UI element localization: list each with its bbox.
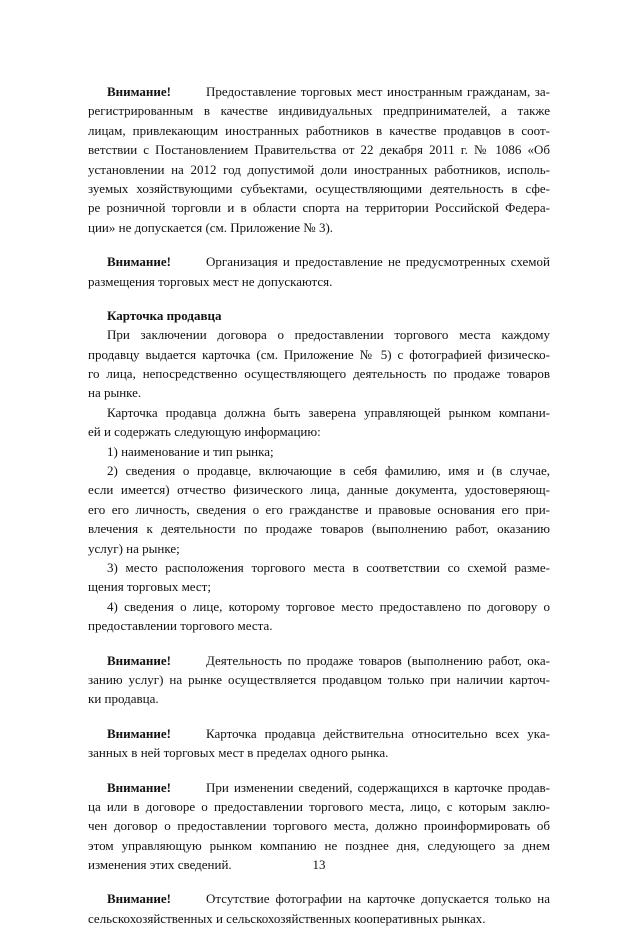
text-span: Деятельность по продаже товаров (выполнению работ, ока- xyxy=(206,652,550,668)
page-number: 13 xyxy=(312,857,326,872)
text-span: Отсутствие фотографии на карточке допускается только на xyxy=(206,891,550,907)
text-line xyxy=(88,778,550,797)
text-line: занных в ней торговых мест в пределах одного рынка. xyxy=(88,745,389,761)
section-heading: Карточка продавца xyxy=(107,307,222,323)
text-line: чен договор о предоставлении торгового места, должно проинформировать об xyxy=(88,818,550,834)
text-line xyxy=(88,724,550,743)
text-line: занию услуг) на рынке осуществляется продавцом только при наличии карточ- xyxy=(88,671,550,687)
text-line: услуг) на рынке; xyxy=(88,540,180,556)
text-line: ки продавца. xyxy=(88,691,159,707)
paragraph-gap xyxy=(88,874,550,889)
text-line: влечения к деятельности по продаже товаров (выполнению работ, оказанию xyxy=(88,521,550,537)
text-line xyxy=(88,82,550,101)
paragraph-gap xyxy=(88,763,550,778)
text-line: ца или в договоре о предоставлении торгового места, лицо, с которым заклю- xyxy=(88,798,550,814)
attention-paragraph xyxy=(88,724,550,763)
attention-label: Внимание! xyxy=(107,84,171,99)
section-block xyxy=(88,306,550,636)
text-line: 3) место расположения торгового места в соответствии со схемой разме- xyxy=(107,559,550,575)
text-line: регистрированным в качестве индивидуальных предпринимателей, а также xyxy=(88,103,550,119)
text-line: продавцу выдается карточка (см. Приложение № 5) с фотографией физическо- xyxy=(88,346,550,362)
paragraph-gap xyxy=(88,709,550,724)
text-span: Карточка продавца действительна относительно всех ука- xyxy=(206,725,550,741)
text-line: ей и содержать следующую информацию: xyxy=(88,424,321,440)
paragraph-gap xyxy=(88,237,550,252)
text-line: предоставлении торгового места. xyxy=(88,618,273,634)
text-line: 4) сведения о лице, которому торговое место предоставлено по договору о xyxy=(107,598,550,614)
text-line: ции» не допускается (см. Приложение № 3). xyxy=(88,219,334,235)
text-line: щения торговых мест; xyxy=(88,579,211,595)
text-span: Организация и предоставление не предусмотренных схемой xyxy=(206,254,550,270)
text-line: сельскохозяйственных и сельскохозяйственных кооперативных рынках. xyxy=(88,910,486,926)
paragraph-gap xyxy=(88,636,550,651)
text-line: лицам, привлекающим иностранных работников в качестве продавцов в соот- xyxy=(88,122,550,138)
attention-paragraph xyxy=(88,651,550,709)
text-span: При изменении сведений, содержащихся в карточке продав- xyxy=(206,779,550,795)
attention-label: Внимание! xyxy=(107,779,171,795)
paragraph-gap xyxy=(88,291,550,306)
text-line: зуемых хозяйствующими субъектами, осуществляющими деятельность в сфе- xyxy=(88,180,550,196)
text-line: 1) наименование и тип рынка; xyxy=(107,443,274,459)
document-body xyxy=(88,82,550,928)
text-span: Предоставление торговых мест иностранным гражданам, за- xyxy=(206,84,550,99)
text-line: ре розничной торговли и в области спорта на территории Российской Федера- xyxy=(88,200,550,216)
attention-paragraph xyxy=(88,82,550,237)
text-line: ветствии с Постановлением Правительства от 22 декабря 2011 г. № 1086 «Об xyxy=(88,142,550,158)
text-line: его его личность, сведения о его гражданстве и правовые основания его при- xyxy=(88,501,550,517)
text-line: этом управляющую рынком компанию не позднее дня, следующего за днем xyxy=(88,837,550,853)
text-line: При заключении договора о предоставлении торгового места каждому xyxy=(107,327,550,343)
text-line: размещения торговых мест не допускаются. xyxy=(88,273,333,289)
attention-paragraph xyxy=(88,252,550,291)
attention-paragraph xyxy=(88,889,550,928)
text-line: если имеется) отчество физического лица, данные документа, удостоверяющ- xyxy=(88,482,550,498)
text-line: 2) сведения о продавце, включающие в себя фамилию, имя и (в случае, xyxy=(107,463,550,479)
text-line: установлении на 2012 год допустимой доли иностранных работников, исполь- xyxy=(88,161,550,177)
text-line: го лица, непосредственно осуществляющего деятельность по продаже товаров xyxy=(88,366,550,382)
text-line xyxy=(88,252,550,271)
attention-label: Внимание! xyxy=(107,652,171,668)
attention-label: Внимание! xyxy=(107,891,171,907)
text-line: изменения этих сведений. xyxy=(88,857,232,873)
attention-label: Внимание! xyxy=(107,725,171,741)
attention-label: Внимание! xyxy=(107,254,171,270)
text-line: Карточка продавца должна быть заверена управляющей рынком компани- xyxy=(107,404,550,420)
text-line: на рынке. xyxy=(88,385,142,401)
text-line xyxy=(88,651,550,670)
